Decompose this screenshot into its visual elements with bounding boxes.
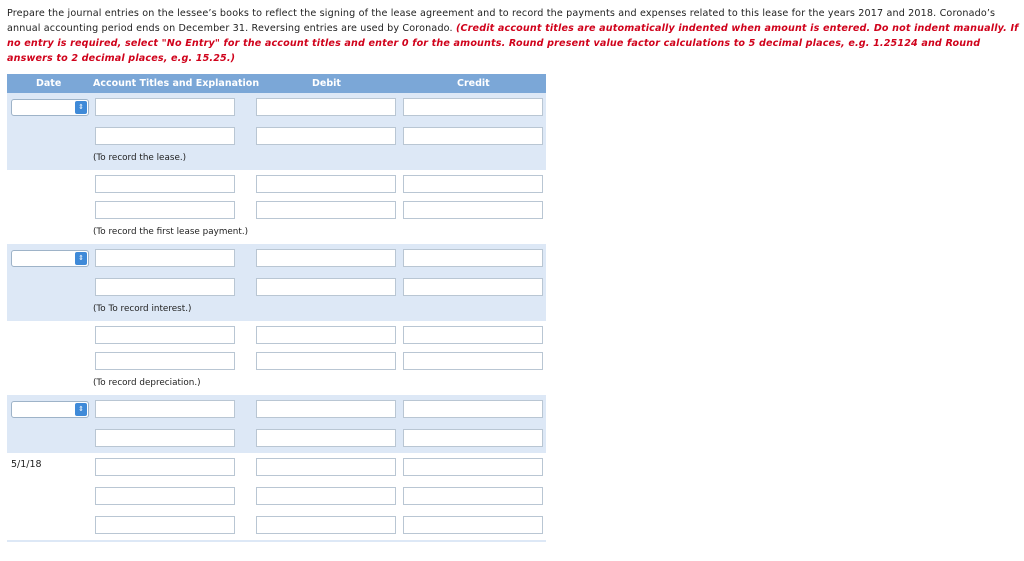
credit-input[interactable] (403, 326, 543, 344)
credit-input[interactable] (403, 487, 543, 505)
entry-payment (7, 170, 546, 244)
entry-2018 (7, 395, 546, 453)
instructions (7, 6, 1019, 66)
debit-input[interactable] (256, 249, 396, 267)
debit-input[interactable] (256, 278, 396, 296)
table-row (7, 273, 546, 302)
debit-input[interactable] (256, 98, 396, 116)
credit-input[interactable] (403, 249, 543, 267)
account-input[interactable] (95, 487, 235, 505)
debit-input[interactable] (256, 429, 396, 447)
table-row (7, 511, 546, 540)
date-select[interactable] (11, 99, 89, 116)
header-credit: Credit (457, 78, 490, 89)
table-row (7, 170, 546, 196)
credit-input[interactable] (403, 127, 543, 145)
account-input[interactable] (95, 400, 235, 418)
credit-input[interactable] (403, 429, 543, 447)
memo-text: (To To record interest.) (93, 304, 192, 314)
debit-input[interactable] (256, 175, 396, 193)
instructions-text: Prepare the journal entries on the lessee’s books to reflect the signing of the lease agreement and to record the payments and expenses related to this lease for the years 2017 and 2018. Coronado’s annual accounting period ends on December 31. Reversing entries are used by Coronado. (7, 8, 996, 34)
journal-entry-table (7, 74, 546, 542)
credit-input[interactable] (403, 400, 543, 418)
table-row (7, 196, 546, 225)
debit-input[interactable] (256, 326, 396, 344)
date-select[interactable] (11, 250, 89, 267)
header-date: Date (36, 78, 62, 89)
date-select[interactable] (11, 401, 89, 418)
credit-input[interactable] (403, 98, 543, 116)
table-row (7, 482, 546, 511)
entry-lease (7, 93, 546, 170)
table-row (7, 244, 546, 273)
memo-row (7, 225, 546, 244)
account-input[interactable] (95, 127, 235, 145)
credit-input[interactable] (403, 175, 543, 193)
credit-input[interactable] (403, 458, 543, 476)
updown-chevron-icon: ⇕ (75, 252, 87, 265)
instructions-note: (Credit account titles are automatically indented when amount is entered. Do not indent manually. If no entry is required, select "No Entry" for the account titles and enter 0 for the amounts. Round present value factor calculations to 5 decimal places, e.g. 1.25124 and Round answers to 2 decimal places, e.g. 15.25.) (7, 23, 1019, 64)
table-header (7, 74, 546, 93)
credit-input[interactable] (403, 516, 543, 534)
table-bottom-border (7, 540, 546, 542)
credit-input[interactable] (403, 352, 543, 370)
debit-input[interactable] (256, 458, 396, 476)
account-input[interactable] (95, 429, 235, 447)
header-debit: Debit (312, 78, 341, 89)
entry-interest (7, 244, 546, 321)
debit-input[interactable] (256, 352, 396, 370)
account-input[interactable] (95, 458, 235, 476)
account-input[interactable] (95, 278, 235, 296)
table-row (7, 395, 546, 424)
memo-row (7, 376, 546, 395)
memo-text: (To record the lease.) (93, 153, 187, 163)
account-input[interactable] (95, 175, 235, 193)
updown-chevron-icon: ⇕ (75, 403, 87, 416)
entry-date: 5/1/18 (11, 459, 42, 470)
credit-input[interactable] (403, 278, 543, 296)
memo-row (7, 302, 546, 321)
table-row (7, 321, 546, 347)
table-row (7, 424, 546, 453)
memo-text: (To record depreciation.) (93, 378, 201, 388)
updown-chevron-icon: ⇕ (75, 101, 87, 114)
memo-row (7, 151, 546, 170)
entry-depreciation (7, 321, 546, 395)
account-input[interactable] (95, 201, 235, 219)
table-row (7, 347, 546, 376)
credit-input[interactable] (403, 201, 543, 219)
debit-input[interactable] (256, 516, 396, 534)
table-row (7, 93, 546, 122)
account-input[interactable] (95, 98, 235, 116)
account-input[interactable] (95, 249, 235, 267)
account-input[interactable] (95, 326, 235, 344)
account-input[interactable] (95, 352, 235, 370)
memo-text: (To record the first lease payment.) (93, 227, 249, 237)
debit-input[interactable] (256, 127, 396, 145)
account-input[interactable] (95, 516, 235, 534)
debit-input[interactable] (256, 487, 396, 505)
table-row (7, 122, 546, 151)
debit-input[interactable] (256, 201, 396, 219)
entry-5-1-18 (7, 453, 546, 540)
debit-input[interactable] (256, 400, 396, 418)
header-account: Account Titles and Explanation (93, 78, 260, 89)
table-row (7, 453, 546, 482)
